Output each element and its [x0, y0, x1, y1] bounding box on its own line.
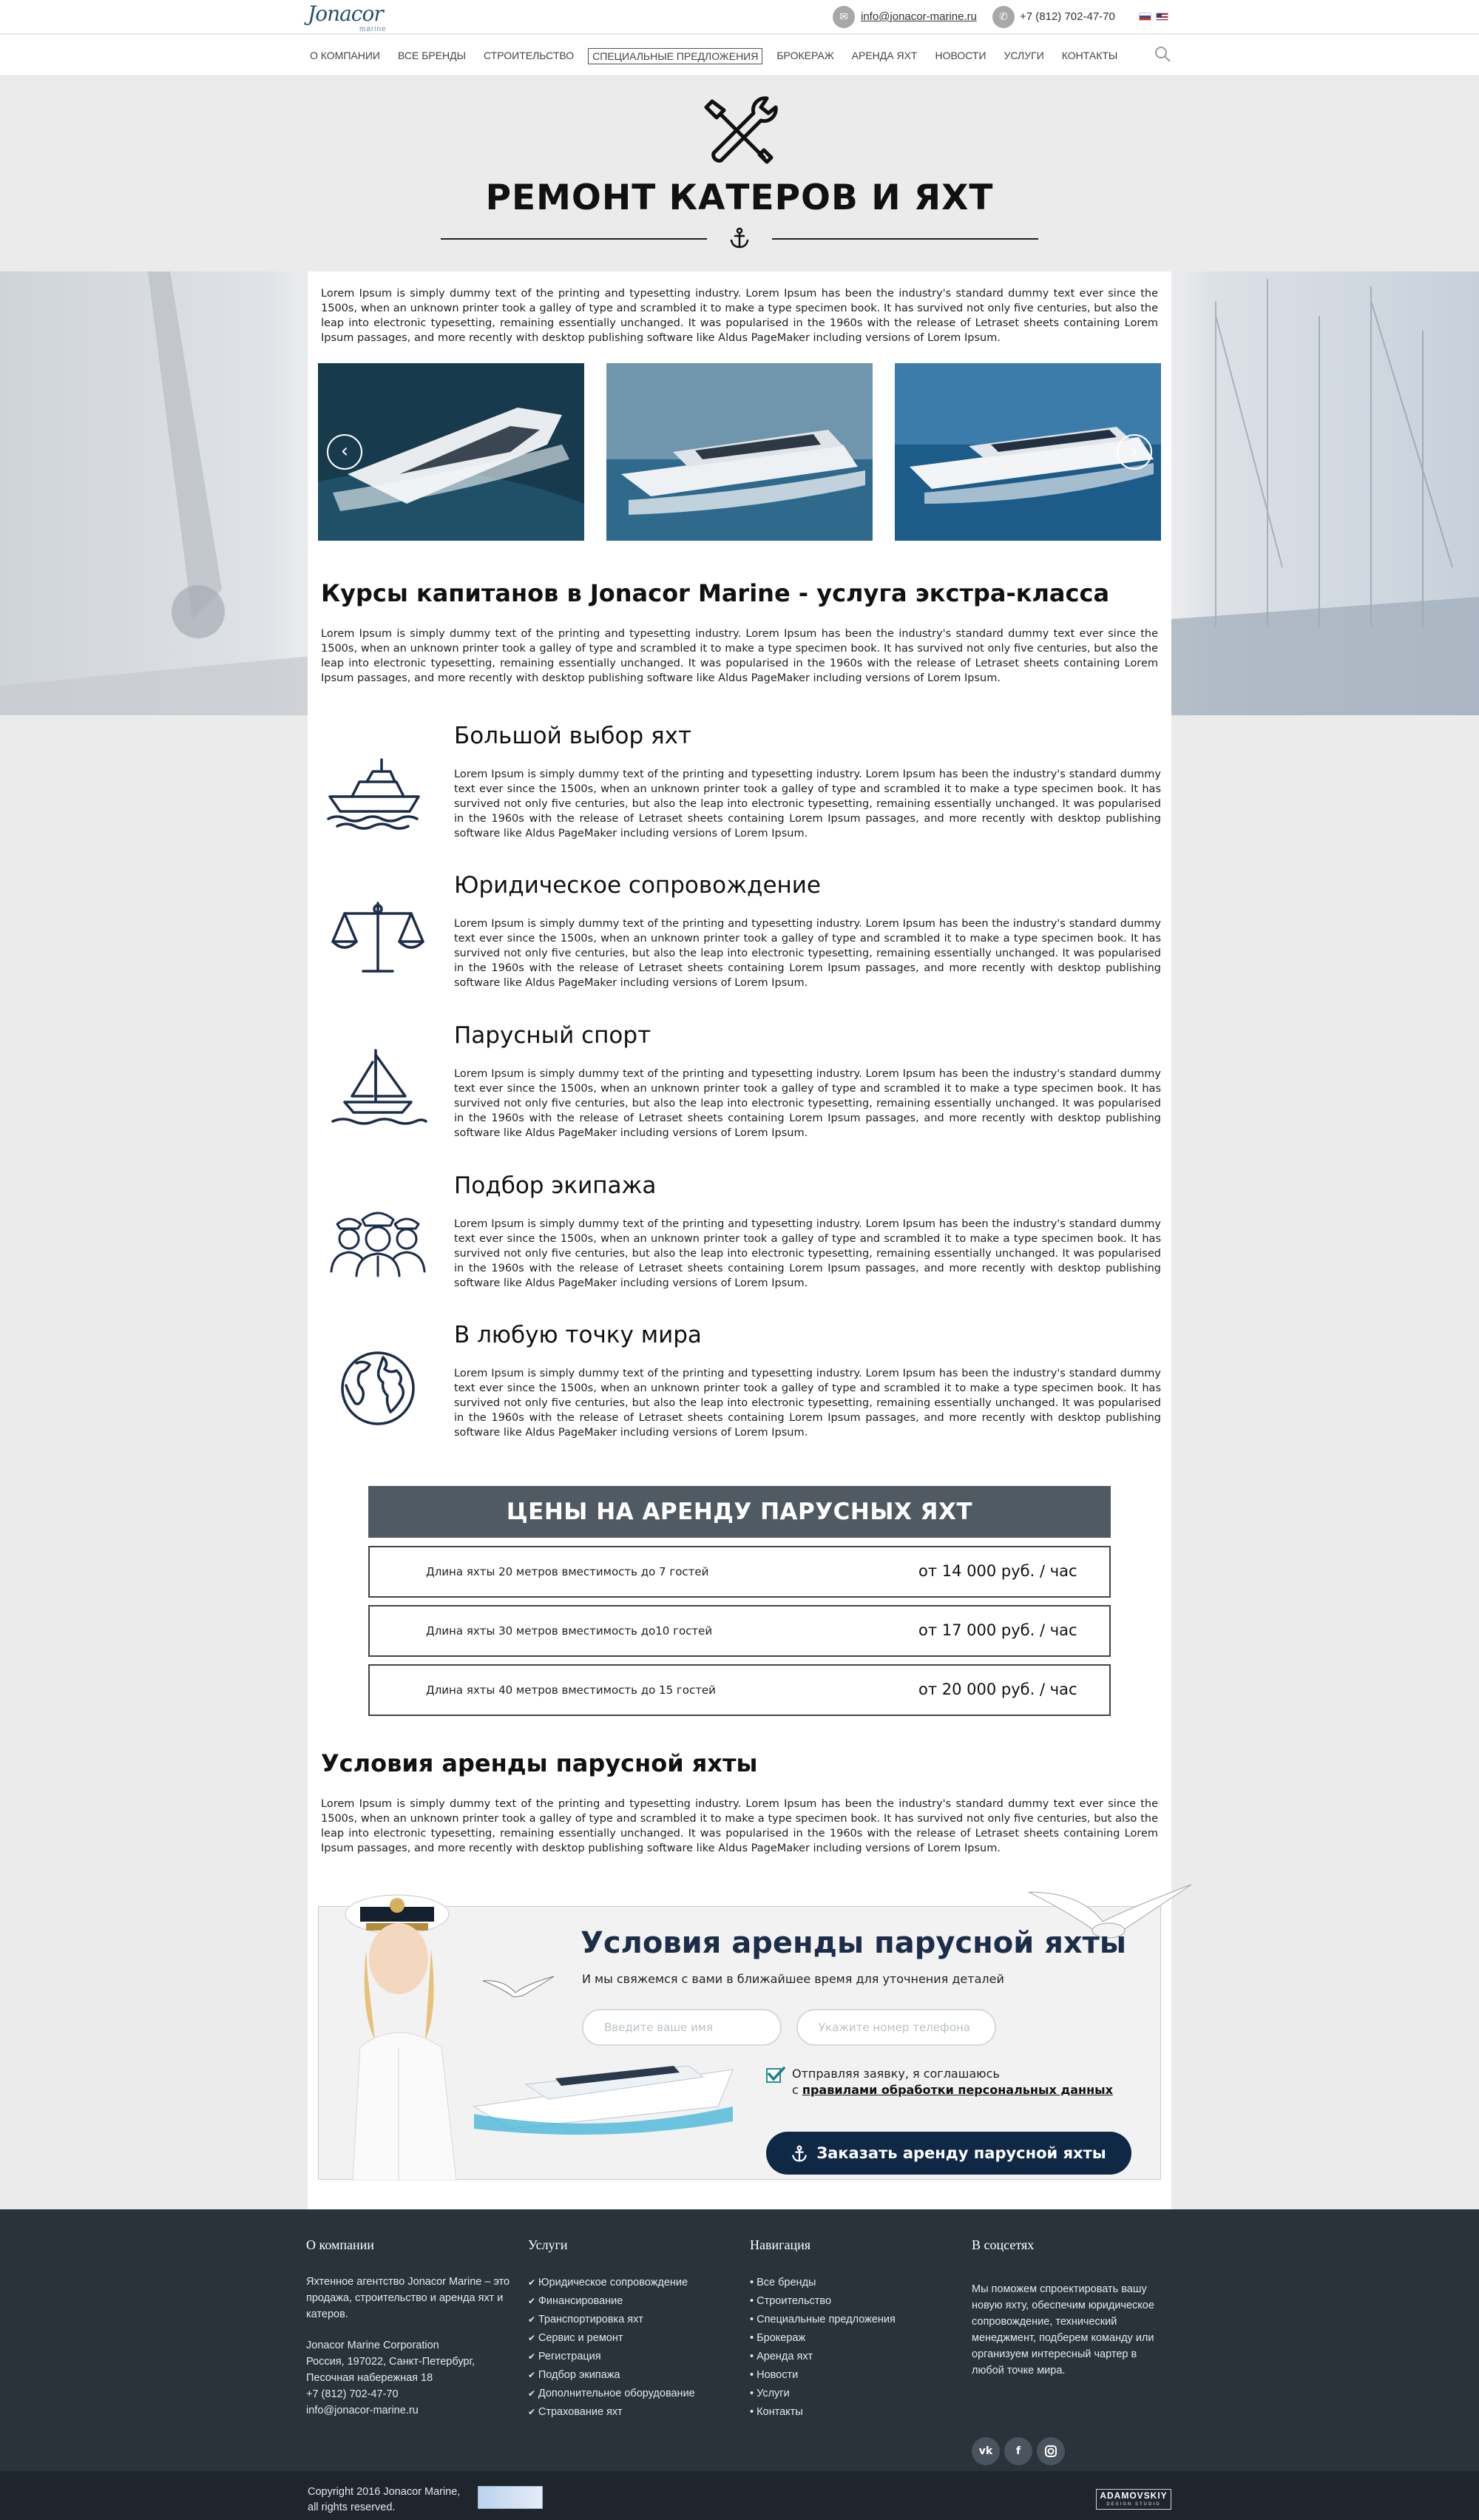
feature-text: Lorem Ipsum is simply dummy text of the printing and typesetting industry. Lorem Ipsum has been the industry's standard dummy text ever since the 1500s, when an unknown printer took a galley of type and scrambled it to make a type specimen book. It has survived not only five centuries, but also the leap into electronic typesetting, remaining essentially unchanged. It was popularised in the 1960s with the release of Letraset sheets containing Lorem Ipsum passages, and more recently with desktop publishing software like Aldus PageMaker including versions of Lorem Ipsum.	[454, 918, 1161, 989]
footer-company-name: Jonacor Marine Corporation	[306, 2340, 439, 2351]
price-row-value: от 17 000 руб. / час	[918, 1621, 1077, 1639]
captains-heading: Курсы капитанов в Jonacor Marine - услуга экстра-класса	[321, 579, 1110, 607]
background-masts-right	[1171, 271, 1479, 715]
yacht-gallery	[318, 363, 1161, 541]
nav-item-yacht-rental[interactable]: АРЕНДА ЯХТ	[851, 50, 918, 61]
order-form-title: Условия аренды парусной яхты	[581, 1926, 1127, 1960]
russian-flag-icon[interactable]	[1139, 13, 1151, 21]
nav-item-news[interactable]: НОВОСТИ	[935, 50, 986, 61]
feature-text: Lorem Ipsum is simply dummy text of the printing and typesetting industry. Lorem Ipsum has been the industry's standard dummy text ever since the 1500s, when an unknown printer took a galley of type and scrambled it to make a type specimen book. It has survived not only five centuries, but also the leap into electronic typesetting, remaining essentially unchanged. It was popularised in the 1960s with the release of Letraset sheets containing Lorem Ipsum passages, and more recently with desktop publishing software like Aldus PageMaker including versions of Lorem Ipsum.	[454, 1368, 1161, 1439]
search-icon[interactable]	[1154, 45, 1171, 63]
footer-nav-link[interactable]: • Специальные предложения	[750, 2311, 957, 2329]
order-form-subtitle: И мы свяжемся с вами в ближайшее время для уточнения деталей	[582, 1972, 1004, 1986]
copyright	[308, 2484, 460, 2516]
nav-item-special-offers[interactable]: СПЕЦИАЛЬНЫЕ ПРЕДЛОЖЕНИЯ	[588, 48, 762, 64]
feature-item	[322, 723, 1160, 871]
price-row	[368, 1546, 1111, 1598]
privacy-policy-link[interactable]: правилами обработки персональных данных	[802, 2083, 1113, 2097]
footer-service-link[interactable]: ✔ Дополнительное оборудование	[528, 2385, 735, 2403]
price-row-description: Длина яхты 40 метров вместимость до 15 гостей	[426, 1683, 716, 1697]
footer-services	[528, 2237, 735, 2422]
main-content	[308, 271, 1171, 2209]
title-divider-right	[772, 238, 1038, 240]
nav-list	[306, 48, 1131, 64]
scales-icon	[322, 894, 433, 983]
footer-service-link[interactable]: ✔ Сервис и ремонт	[528, 2329, 735, 2348]
order-form	[318, 1906, 1161, 2180]
footer-social	[972, 2237, 1171, 2474]
footer-about	[306, 2237, 513, 2419]
price-row-value: от 20 000 руб. / час	[918, 1680, 1077, 1698]
globe-icon	[322, 1344, 433, 1433]
developer-logo[interactable]	[1096, 2489, 1171, 2510]
main-nav	[0, 35, 1479, 76]
captain-girl-illustration	[331, 1885, 478, 2180]
anchor-icon	[791, 2145, 808, 2163]
price-row-description: Длина яхты 20 метров вместимость до 7 гостей	[426, 1565, 709, 1578]
footer-service-link[interactable]: ✔ Финансирование	[528, 2292, 735, 2311]
nav-item-construction[interactable]: СТРОИТЕЛЬСТВО	[484, 50, 575, 61]
background-mast-left	[0, 271, 311, 715]
captains-paragraph: Lorem Ipsum is simply dummy text of the printing and typesetting industry. Lorem Ipsum has been the industry's standard dummy text ever since the 1500s, when an unknown printer took a galley of type and scrambled it to make a type specimen book. It has survived not only five centuries, but also the leap into electronic typesetting, remaining essentially unchanged. It was popularised in the 1960s with the release of Letraset sheets containing Lorem Ipsum passages, and more recently with desktop publishing software like Aldus PageMaker including versions of Lorem Ipsum.	[321, 628, 1158, 684]
feature-title: Юридическое сопровождение	[454, 872, 821, 899]
feature-title: В любую точку мира	[454, 1322, 702, 1348]
title-divider-left	[441, 238, 707, 240]
bottom-bar	[0, 2471, 1479, 2520]
nav-item-about[interactable]: О КОМПАНИИ	[310, 50, 380, 61]
phone-icon: ✆	[992, 6, 1015, 28]
footer-navigation	[750, 2237, 957, 2422]
footer-email[interactable]: info@jonacor-marine.ru	[306, 2405, 419, 2416]
hero	[0, 76, 1479, 271]
price-table-title: ЦЕНЫ НА АРЕНДУ ПАРУСНЫХ ЯХТ	[368, 1486, 1111, 1538]
header-phone: +7 (812) 702-47-70	[1020, 10, 1115, 23]
footer-nav-link[interactable]: • Все бренды	[750, 2274, 957, 2292]
feature-title: Парусный спорт	[454, 1022, 651, 1049]
instagram-icon[interactable]	[1037, 2437, 1065, 2465]
footer-service-link[interactable]: ✔ Страхование яхт	[528, 2403, 735, 2422]
conditions-heading: Условия аренды парусной яхты	[321, 1749, 758, 1777]
visit-counter-badge[interactable]	[478, 2486, 543, 2509]
name-input[interactable]	[582, 2009, 782, 2046]
gallery-next-button[interactable]: ›	[1117, 434, 1152, 470]
price-row	[368, 1664, 1111, 1716]
feature-title: Большой выбор яхт	[454, 723, 692, 749]
footer-about-title: О компании	[306, 2237, 374, 2252]
phone-input[interactable]	[796, 2009, 996, 2046]
crew-icon	[322, 1195, 433, 1283]
footer-address-2: Песочная набережная 18	[306, 2372, 433, 2384]
feature-text: Lorem Ipsum is simply dummy text of the printing and typesetting industry. Lorem Ipsum has been the industry's standard dummy text ever since the 1500s, when an unknown printer took a galley of type and scrambled it to make a type specimen book. It has survived not only five centuries, but also the leap into electronic typesetting, remaining essentially unchanged. It was popularised in the 1960s with the release of Letraset sheets containing Lorem Ipsum passages, and more recently with desktop publishing software like Aldus PageMaker including versions of Lorem Ipsum.	[454, 1218, 1161, 1289]
footer-nav-link[interactable]: • Контакты	[750, 2403, 957, 2422]
feature-text: Lorem Ipsum is simply dummy text of the printing and typesetting industry. Lorem Ipsum has been the industry's standard dummy text ever since the 1500s, when an unknown printer took a galley of type and scrambled it to make a type specimen book. It has survived not only five centuries, but also the leap into electronic typesetting, remaining essentially unchanged. It was popularised in the 1960s with the release of Letraset sheets containing Lorem Ipsum passages, and more recently with desktop publishing software like Aldus PageMaker including versions of Lorem Ipsum.	[454, 769, 1161, 840]
nav-item-brands[interactable]: ВСЕ БРЕНДЫ	[397, 50, 467, 61]
vk-icon[interactable]: vk	[972, 2437, 1000, 2465]
footer-social-title: В соцсетях	[972, 2237, 1035, 2252]
footer-nav-title: Навигация	[750, 2237, 811, 2252]
header-email-link[interactable]: info@jonacor-marine.ru	[861, 10, 977, 23]
feature-title: Подбор экипажа	[454, 1172, 657, 1199]
price-row	[368, 1605, 1111, 1657]
top-bar	[0, 0, 1479, 34]
envelope-icon: ✉	[833, 6, 855, 28]
feature-item	[322, 872, 1160, 1020]
footer-service-link[interactable]: ✔ Регистрация	[528, 2348, 735, 2366]
gallery-prev-button[interactable]: ‹	[327, 434, 362, 470]
page-title: РЕМОНТ КАТЕРОВ И ЯХТ	[485, 178, 994, 218]
logo-text: Jonacor	[308, 1, 383, 26]
footer-service-link[interactable]: ✔ Подбор экипажа	[528, 2366, 735, 2385]
feature-item	[322, 1172, 1160, 1320]
english-flag-icon[interactable]	[1156, 13, 1168, 21]
footer-nav-link[interactable]: • Аренда яхт	[750, 2348, 957, 2366]
price-row-value: от 14 000 руб. / час	[918, 1562, 1077, 1580]
consent-text-line-2	[792, 2083, 1113, 2097]
order-rental-button[interactable]	[766, 2132, 1131, 2175]
footer-nav-link[interactable]: • Услуги	[750, 2385, 957, 2403]
nav-item-contacts[interactable]: КОНТАКТЫ	[1061, 50, 1118, 61]
motor-yacht-icon	[322, 745, 433, 834]
facebook-icon[interactable]: f	[1004, 2437, 1032, 2465]
footer-nav-link[interactable]: • Брокераж	[750, 2329, 957, 2348]
consent-checkbox[interactable]	[766, 2067, 785, 2083]
nav-item-brokerage[interactable]: БРОКЕРАЖ	[776, 50, 834, 61]
footer-about-text: Яхтенное агентство Jonacor Marine – это продажа, строительство и аренда яхт и катеров.	[306, 2276, 510, 2320]
footer-nav-link[interactable]: • Строительство	[750, 2292, 957, 2311]
developer-subtitle: DESIGN STUDIO	[1106, 2502, 1161, 2507]
consent-prefix: с	[792, 2083, 799, 2097]
feature-text: Lorem Ipsum is simply dummy text of the printing and typesetting industry. Lorem Ipsum has been the industry's standard dummy text ever since the 1500s, when an unknown printer took a galley of type and scrambled it to make a type specimen book. It has survived not only five centuries, but also the leap into electronic typesetting, remaining essentially unchanged. It was popularised in the 1960s with the release of Letraset sheets containing Lorem Ipsum passages, and more recently with desktop publishing software like Aldus PageMaker including versions of Lorem Ipsum.	[454, 1068, 1161, 1139]
price-row-description: Длина яхты 30 метров вместимость до10 гостей	[426, 1624, 713, 1638]
logo-subtext: marine	[359, 25, 387, 33]
conditions-paragraph: Lorem Ipsum is simply dummy text of the printing and typesetting industry. Lorem Ipsum has been the industry's standard dummy text ever since the 1500s, when an unknown printer took a galley of type and scrambled it to make a type specimen book. It has survived not only five centuries, but also the leap into electronic typesetting, remaining essentially unchanged. It was popularised in the 1960s with the release of Letraset sheets containing Lorem Ipsum passages, and more recently with desktop publishing software like Aldus PageMaker including versions of Lorem Ipsum.	[321, 1798, 1158, 1854]
footer-services-list	[528, 2274, 735, 2422]
footer-address-1: Россия, 197022, Санкт-Петербург,	[306, 2356, 475, 2368]
nav-item-services[interactable]: УСЛУГИ	[1004, 50, 1044, 61]
footer-service-link[interactable]: ✔ Юридическое сопровождение	[528, 2274, 735, 2292]
order-button-label: Заказать аренду парусной яхты	[816, 2144, 1106, 2162]
gallery-image-2[interactable]	[606, 363, 873, 541]
feature-item	[322, 1322, 1160, 1470]
developer-name: ADAMOVSKIY	[1100, 2490, 1168, 2501]
feature-item	[322, 1022, 1160, 1170]
small-seagull-illustration	[481, 1973, 555, 2003]
footer-service-link[interactable]: ✔ Транспортировка яхт	[528, 2311, 735, 2329]
copyright-line-2: all rights reserved.	[308, 2502, 396, 2513]
wrench-screwdriver-icon	[699, 92, 780, 169]
footer-nav-list	[750, 2274, 957, 2422]
sailboat-icon	[322, 1044, 433, 1133]
logo[interactable]	[308, 1, 426, 33]
footer	[0, 2209, 1479, 2471]
intro-paragraph: Lorem Ipsum is simply dummy text of the printing and typesetting industry. Lorem Ipsum has been the industry's standard dummy text ever since the 1500s, when an unknown printer took a galley of type and scrambled it to make a type specimen book. It has survived not only five centuries, but also the leap into electronic typesetting, remaining essentially unchanged. It was popularised in the 1960s with the release of Letraset sheets containing Lorem Ipsum passages, and more recently with desktop publishing software like Aldus PageMaker including versions of Lorem Ipsum.	[321, 288, 1158, 344]
copyright-line-1: Copyright 2016 Jonacor Marine,	[308, 2486, 461, 2498]
footer-phone: +7 (812) 702-47-70	[306, 2388, 399, 2400]
anchor-icon	[729, 227, 750, 249]
consent-text: Отправляя заявку, я соглашаюсь	[792, 2067, 1000, 2081]
footer-social-text: Мы поможем спроектировать вашу новую яхту, обеспечим юридическое сопровождение, технический менеджмент, подберем команду или организуем интересный чартер в любой точке мира.	[972, 2283, 1154, 2377]
footer-services-title: Услуги	[528, 2237, 568, 2252]
footer-nav-link[interactable]: • Новости	[750, 2366, 957, 2385]
